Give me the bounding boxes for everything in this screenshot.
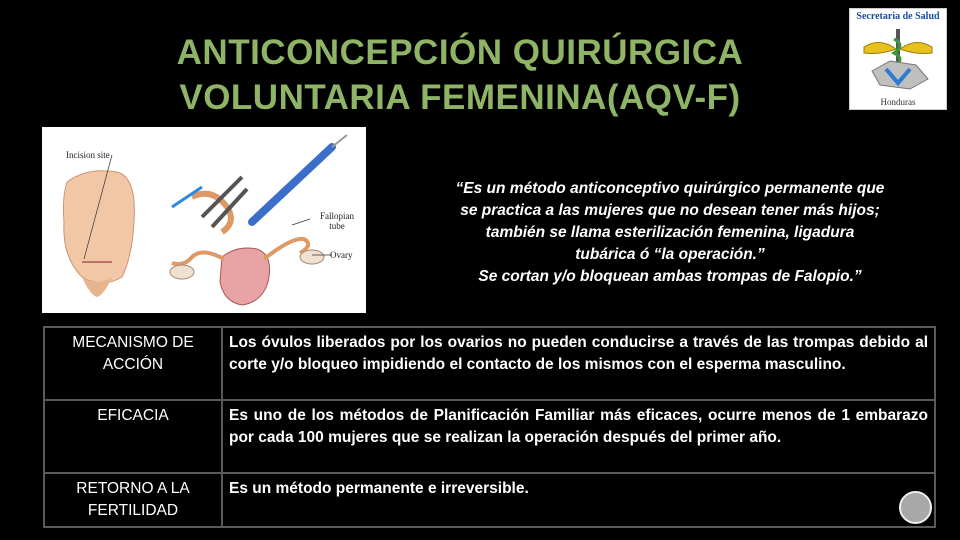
row-label-retorno: RETORNO A LA FERTILIDAD bbox=[44, 473, 222, 527]
definition-quote bbox=[410, 178, 930, 288]
quote-line1: “Es un método anticonceptivo quirúrgico permanente que bbox=[455, 180, 885, 197]
logo-top-text: Secretaria de Salud bbox=[856, 11, 940, 22]
fallopian-tube-label: Fallopian tube bbox=[320, 211, 354, 231]
slide-title bbox=[100, 30, 820, 120]
slide-title-line2: VOLUNTARIA FEMENINA(AQV-F) bbox=[179, 78, 741, 117]
table-row bbox=[44, 473, 935, 527]
info-table bbox=[43, 326, 936, 528]
quote-line5: Se cortan y/o bloquean ambas trompas de Falopio.” bbox=[478, 268, 862, 285]
sterilization-illustration bbox=[42, 127, 366, 313]
row-label-mecanismo: MECANISMO DE ACCIÓN bbox=[44, 327, 222, 400]
table-row bbox=[44, 400, 935, 473]
health-ministry-logo bbox=[849, 8, 947, 110]
incision-site-label: Incision site bbox=[66, 150, 110, 160]
row-value-mecanismo: Los óvulos liberados por los ovarios no pueden conducirse a través de las trompas debido al corte y/o bloqueo impidiendo el contacto de los mismos con el esperma masculino. bbox=[222, 327, 935, 400]
row-value-eficacia: Es uno de los métodos de Planificación Familiar más eficaces, ocurre menos de 1 embarazo por cada 100 mujeres que se realizan la operación después del primer año. bbox=[222, 400, 935, 473]
quote-line2: se practica a las mujeres que no desean tener más hijos; bbox=[460, 202, 880, 219]
quote-line4: tubárica ó “la operación.” bbox=[575, 246, 765, 263]
quote-line3: también se llama esterilización femenina, ligadura bbox=[485, 224, 855, 241]
slide-title-line1: ANTICONCEPCIÓN QUIRÚRGICA bbox=[176, 33, 744, 72]
logo-emblem-icon bbox=[850, 9, 946, 109]
row-value-retorno: Es un método permanente e irreversible. bbox=[222, 473, 935, 527]
slide-nav-button[interactable] bbox=[899, 491, 932, 524]
logo-bottom-text: Honduras bbox=[880, 97, 916, 107]
table-row bbox=[44, 327, 935, 400]
ovary-label: Ovary bbox=[330, 250, 353, 260]
row-label-eficacia: EFICACIA bbox=[44, 400, 222, 473]
